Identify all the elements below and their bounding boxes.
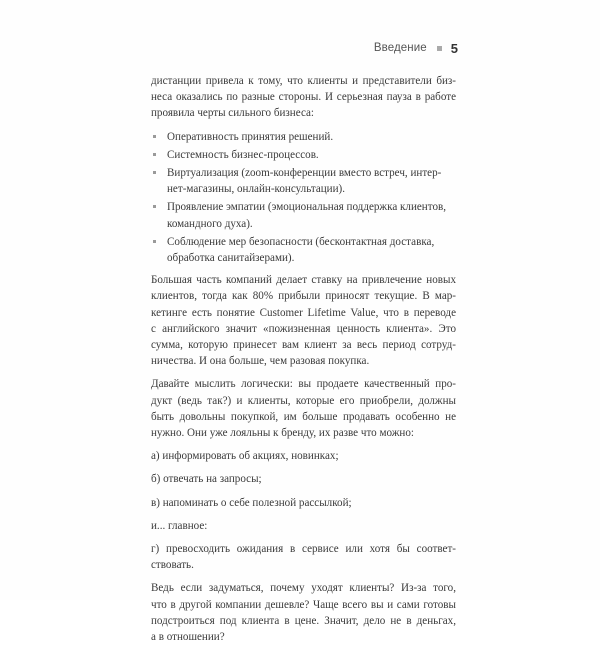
text-line: неса оказались по разные стороны. И серьезная пауза в работе — [151, 91, 456, 104]
text-line: что в другой компании дешевле? Чаще всего вы и сами готовы — [151, 598, 456, 611]
list-item — [151, 234, 456, 266]
lead-in-text — [151, 518, 456, 534]
text-line: нужно. Они уже лояльны к бренду, их разве что можно: — [151, 427, 414, 440]
lettered-item-d — [151, 541, 456, 573]
bullet-square-icon — [153, 240, 156, 243]
page-number: 5 — [450, 40, 458, 56]
text-line: ничества. И она больше, чем разовая покупка. — [151, 355, 370, 368]
text-line: Соблюдение мер безопасности (бесконтактная доставка, — [167, 235, 435, 248]
bullet-square-icon — [153, 153, 156, 156]
text-line: обработка санитайзерами). — [167, 252, 295, 265]
text-line: ствовать. — [151, 559, 194, 572]
text-line: быть довольны покупкой, им больше продавать особенно не — [151, 410, 456, 423]
lettered-item-a — [151, 448, 456, 464]
text-line: Системность бизнес-процессов. — [167, 148, 319, 161]
text-line: Большая часть компаний делает ставку на привлечение новых — [151, 274, 456, 287]
lettered-item-c — [151, 495, 456, 511]
text-line: с английского значит «пожизненная ценность клиента». Это — [151, 322, 456, 335]
text-line: Проявление эмпатии (эмоциональная поддержка клиентов, — [167, 201, 447, 214]
paragraph-4 — [151, 580, 456, 645]
text-line: кетинге есть понятие Customer Lifetime Value, что в переводе — [151, 306, 456, 319]
list-item — [151, 129, 456, 145]
text-line: Оперативность принятия решений. — [167, 130, 334, 143]
list-item — [151, 165, 456, 197]
text-line: г) превосходить ожидания в сервисе или хотя бы соответ- — [151, 543, 456, 556]
running-head — [300, 39, 458, 57]
text-line: проявила черты сильного бизнеса: — [151, 107, 315, 120]
lettered-item-b — [151, 471, 456, 487]
text-line: подстроиться под клиента в цене. Значит, дело не в деньгах, — [151, 614, 456, 627]
paragraph-3 — [151, 376, 456, 441]
text-line: б) отвечать на запросы; — [151, 473, 262, 486]
separator-square-icon — [437, 46, 442, 51]
text-line: дукт (ведь так?) и клиенты, которые его приобрели, должны — [151, 394, 456, 407]
bullet-square-icon — [153, 135, 156, 138]
section-title: Введение — [373, 42, 427, 54]
list-item — [151, 147, 456, 163]
bullet-list — [151, 129, 456, 267]
text-line: в) напоминать о себе полезной рассылкой; — [151, 496, 352, 509]
text-line: дистанции привела к тому, что клиенты и представители биз- — [151, 75, 456, 87]
text-line: а) информировать об акциях, новинках; — [151, 450, 339, 463]
text-line: сумма, которую принесет вам клиент за весь период сотруд- — [151, 339, 456, 352]
text-line: и... главное: — [151, 519, 208, 532]
text-line: нет-магазины, онлайн-консультации). — [167, 183, 346, 196]
bullet-square-icon — [153, 171, 156, 174]
text-line: Давайте мыслить логически: вы продаете качественный про- — [151, 378, 456, 391]
paragraph-2 — [151, 272, 456, 369]
text-line: командного духа). — [167, 217, 253, 230]
paragraph-1 — [151, 73, 456, 122]
text-line: Ведь если задуматься, почему уходят клиенты? Из-за того, — [151, 582, 456, 595]
text-line: а в отношении? — [151, 631, 225, 644]
list-item — [151, 199, 456, 231]
bullet-square-icon — [153, 205, 156, 208]
page-body — [151, 73, 456, 652]
text-line: клиентов, тогда как 80% прибыли приносят текущие. В мар- — [151, 290, 456, 303]
text-line: Виртуализация (zoom-конференции вместо встреч, интер- — [167, 167, 442, 180]
